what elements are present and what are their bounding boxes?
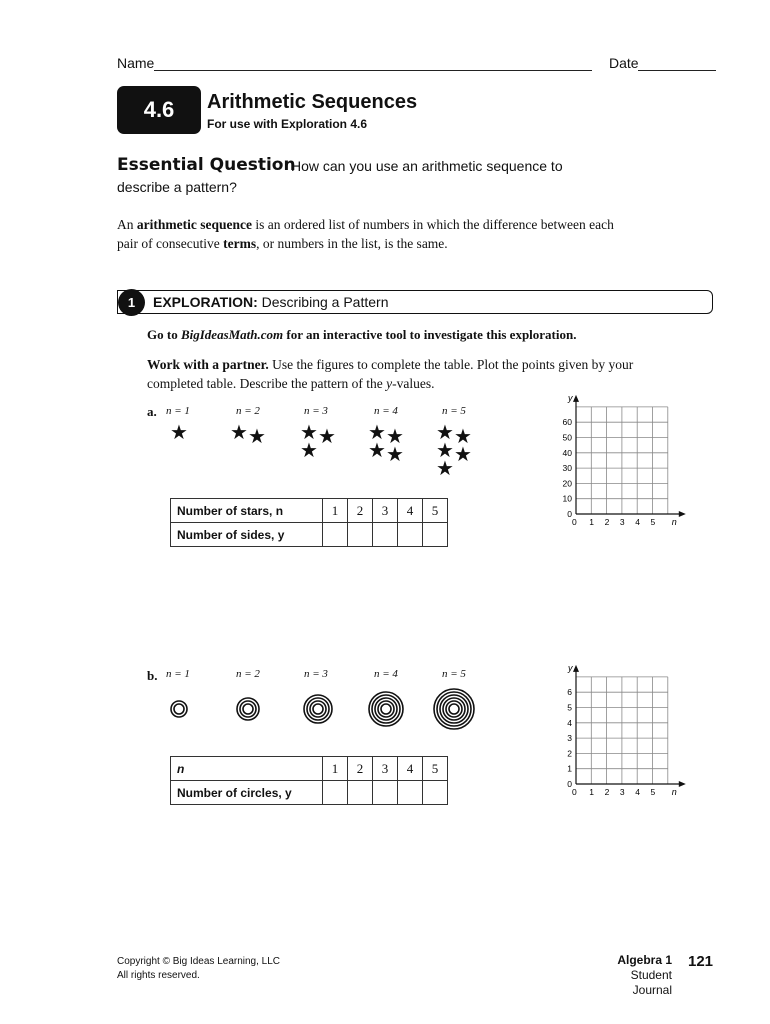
date-label: Date bbox=[609, 55, 639, 71]
x-tick-label: 0 bbox=[572, 787, 577, 797]
x-tick-label: 0 bbox=[572, 517, 577, 527]
lesson-title: Arithmetic Sequences bbox=[207, 91, 418, 113]
star-icon: ★ bbox=[454, 424, 472, 448]
table-cell: 5 bbox=[423, 499, 448, 523]
exploration-header bbox=[117, 290, 713, 314]
x-axis-arrow bbox=[679, 511, 686, 517]
star-icon: ★ bbox=[248, 424, 266, 448]
term-terms: terms bbox=[223, 236, 257, 251]
y-tick-label: 10 bbox=[562, 493, 572, 504]
table-cell: 4 bbox=[398, 499, 423, 523]
answer-cell[interactable] bbox=[423, 523, 448, 547]
x-axis-arrow bbox=[679, 781, 686, 787]
y-tick-label: 3 bbox=[567, 733, 572, 744]
y-axis-label: y bbox=[568, 392, 573, 403]
n-label: n = 3 bbox=[304, 668, 328, 680]
row-header: n bbox=[171, 757, 323, 781]
circle-ring bbox=[243, 704, 253, 714]
table-cell: 4 bbox=[398, 757, 423, 781]
table-cell: 1 bbox=[323, 757, 348, 781]
table-row bbox=[171, 781, 448, 805]
n-label: n = 4 bbox=[374, 405, 398, 417]
n-label: n = 2 bbox=[236, 668, 260, 680]
star-icon: ★ bbox=[386, 442, 404, 466]
goto-instruction: Go to BigIdeasMath.com for an interactive tool to investigate this exploration. bbox=[147, 327, 577, 342]
name-field[interactable] bbox=[154, 70, 592, 71]
part-b-circle-figures bbox=[150, 685, 490, 735]
answer-cell[interactable] bbox=[398, 523, 423, 547]
circle-ring bbox=[313, 704, 323, 714]
n-label: n = 2 bbox=[236, 405, 260, 417]
table-cell: 1 bbox=[323, 499, 348, 523]
answer-cell[interactable] bbox=[323, 781, 348, 805]
y-axis-arrow bbox=[573, 665, 579, 672]
y-tick-label: 5 bbox=[567, 702, 572, 713]
x-tick-label: 1 bbox=[589, 517, 595, 527]
y-tick-label: 2 bbox=[567, 748, 572, 759]
name-date-row bbox=[117, 55, 717, 75]
work-instructions: Work with a partner. Use the figures to complete the table. Plot the points given by your completed table. Describe the pattern of the y-values. bbox=[147, 357, 634, 391]
y-axis-arrow bbox=[573, 395, 579, 402]
circle-ring bbox=[381, 704, 391, 714]
y-tick-label: 1 bbox=[567, 763, 572, 774]
table-cell: 3 bbox=[373, 757, 398, 781]
star-icon: ★ bbox=[386, 424, 404, 448]
book-title: Algebra 1 Student Journal bbox=[617, 953, 672, 997]
star-icon: ★ bbox=[436, 438, 454, 462]
answer-cell[interactable] bbox=[373, 523, 398, 547]
star-icon: ★ bbox=[368, 438, 386, 462]
star-icon: ★ bbox=[300, 438, 318, 462]
circle-ring bbox=[174, 704, 184, 714]
circle-ring bbox=[304, 695, 332, 723]
y-tick-label: 50 bbox=[562, 432, 572, 443]
x-tick-label: 5 bbox=[650, 787, 656, 797]
table-row bbox=[171, 499, 448, 523]
star-icon: ★ bbox=[368, 420, 386, 444]
y-tick-label: 6 bbox=[567, 687, 572, 698]
y-axis-label: y bbox=[568, 662, 573, 673]
y-tick-label: 0 bbox=[567, 509, 572, 519]
answer-cell[interactable] bbox=[348, 523, 373, 547]
definition-paragraph: An arithmetic sequence is an ordered list of numbers in which the difference between each pair of consecutive terms, or numbers in the list, is the same. bbox=[117, 217, 614, 251]
star-icon: ★ bbox=[436, 420, 454, 444]
y-tick-label: 30 bbox=[562, 463, 572, 474]
part-b-graph[interactable] bbox=[550, 662, 680, 800]
essential-question-label: Essential Question bbox=[117, 155, 296, 175]
section-badge: 4.6 bbox=[117, 86, 201, 134]
row-header: Number of circles, y bbox=[171, 781, 323, 805]
star-icon: ★ bbox=[454, 442, 472, 466]
circle-ring bbox=[440, 695, 468, 723]
copyright: Copyright © Big Ideas Learning, LLC All rights reserved. bbox=[117, 956, 281, 981]
y-tick-label: 60 bbox=[562, 417, 572, 428]
part-a-table bbox=[170, 498, 448, 547]
x-tick-label: 3 bbox=[619, 787, 625, 797]
circle-ring bbox=[369, 692, 403, 726]
y-tick-label: 0 bbox=[567, 779, 572, 789]
row-header: Number of stars, n bbox=[171, 499, 323, 523]
term-arithmetic-sequence: arithmetic sequence bbox=[136, 217, 252, 232]
answer-cell[interactable] bbox=[373, 781, 398, 805]
y-tick-label: 4 bbox=[567, 717, 572, 728]
name-label: Name bbox=[117, 55, 155, 71]
n-label: n = 3 bbox=[304, 405, 328, 417]
part-a-label: a. bbox=[147, 404, 157, 419]
circle-ring bbox=[437, 692, 471, 726]
exploration-title: EXPLORATION: Describing a Pattern bbox=[153, 294, 389, 310]
circle-ring bbox=[449, 704, 459, 714]
x-tick-label: 1 bbox=[589, 787, 595, 797]
table-cell: 5 bbox=[423, 757, 448, 781]
y-tick-label: 20 bbox=[562, 478, 572, 489]
x-axis-label: n bbox=[671, 517, 677, 527]
table-cell: 2 bbox=[348, 757, 373, 781]
star-icon: ★ bbox=[436, 456, 454, 480]
website-link[interactable]: BigIdeasMath.com bbox=[180, 327, 284, 342]
answer-cell[interactable] bbox=[398, 781, 423, 805]
answer-cell[interactable] bbox=[323, 523, 348, 547]
exploration-number-badge: 1 bbox=[118, 289, 145, 316]
table-cell: 2 bbox=[348, 499, 373, 523]
x-axis-label: n bbox=[671, 787, 677, 797]
part-a-graph[interactable] bbox=[550, 392, 680, 530]
part-b-label: b. bbox=[147, 668, 158, 683]
star-icon: ★ bbox=[230, 420, 248, 444]
n-label: n = 4 bbox=[374, 668, 398, 680]
table-row bbox=[171, 523, 448, 547]
x-tick-label: 5 bbox=[650, 517, 656, 527]
star-icon: ★ bbox=[170, 420, 188, 444]
x-tick-label: 3 bbox=[619, 517, 625, 527]
row-header: Number of sides, y bbox=[171, 523, 323, 547]
n-label: n = 5 bbox=[442, 668, 466, 680]
part-b-table bbox=[170, 756, 448, 805]
n-label: n = 5 bbox=[442, 405, 466, 417]
answer-cell[interactable] bbox=[348, 781, 373, 805]
circle-ring bbox=[372, 695, 400, 723]
n-label: n = 1 bbox=[166, 405, 190, 417]
x-tick-label: 4 bbox=[635, 517, 640, 527]
star-icon: ★ bbox=[318, 424, 336, 448]
y-tick-label: 40 bbox=[562, 447, 572, 458]
lesson-subtitle: For use with Exploration 4.6 bbox=[207, 117, 368, 131]
table-row bbox=[171, 757, 448, 781]
star-icon: ★ bbox=[300, 420, 318, 444]
date-field[interactable] bbox=[638, 70, 716, 71]
x-tick-label: 2 bbox=[604, 517, 610, 527]
page-number: 121 bbox=[688, 953, 714, 970]
table-cell: 3 bbox=[373, 499, 398, 523]
x-tick-label: 4 bbox=[635, 787, 640, 797]
n-label: n = 1 bbox=[166, 668, 190, 680]
essential-question-text-line1: How can you use an arithmetic sequence to bbox=[291, 158, 563, 174]
essential-question-text-line2: describe a pattern? bbox=[117, 179, 237, 195]
x-tick-label: 2 bbox=[604, 787, 610, 797]
answer-cell[interactable] bbox=[423, 781, 448, 805]
